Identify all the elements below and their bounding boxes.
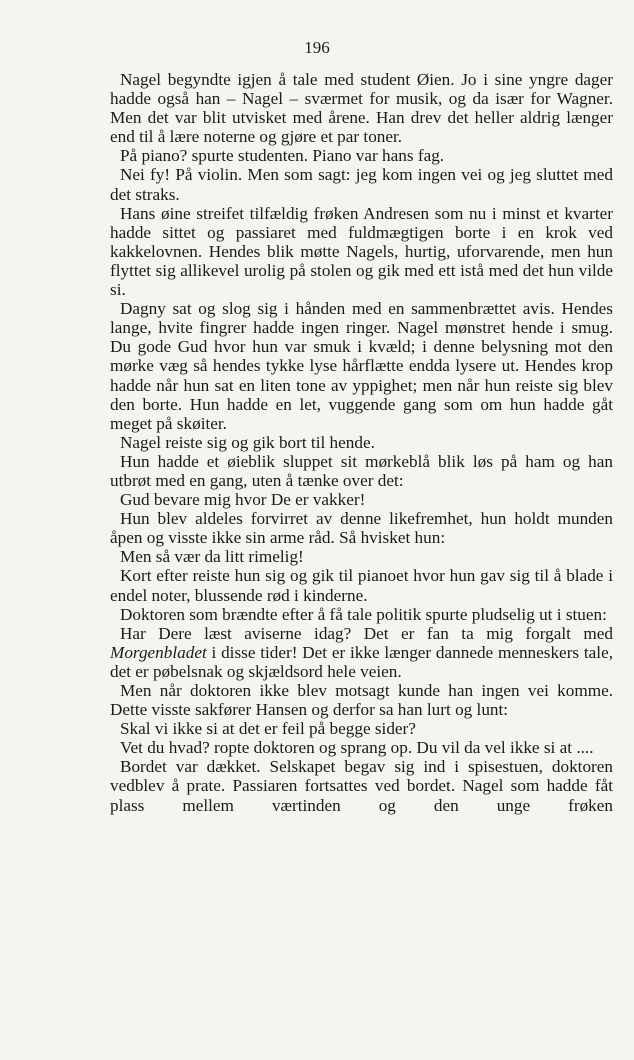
paragraph-4: Hans øine streifet tilfældig frøken Andresen som nu i minst et kvarter hadde sittet og passiaret med fuldmægtigen borte i en krok ved kakkelovnen. Hendes blik møtte Nagels, hurtig, uforvarende, men hun flyttet sig allikevel urolig på stolen og gik med ett istå med det hun vilde si.	[110, 203, 613, 300]
paragraph-9: Hun blev aldeles forvirret av denne likefremhet, hun holdt munden åpen og visste ikke sin arme råd. Så hvisket hun:	[110, 509, 613, 548]
paragraph-6: Nagel reiste sig og gik bort til hende.	[120, 432, 375, 452]
paragraph-5: Dagny sat og slog sig i hånden med en sammenbrættet avis. Hendes lange, hvite fingrer hadde ingen ringer. Nagel mønstret hende i smug. Du gode Gud hvor hun var smuk i kvæld; i denne belysning mot den mørke væg så hendes tykke lyse hårflætte endda lysere ut. Hendes krop hadde når hun sat en liten tone av yppighet; men når hun reiste sig blev den borte. Hun hadde en let, vuggende gang som om hun hadde gåt meget på skøiter.	[110, 299, 613, 433]
body-text	[110, 70, 613, 815]
paragraph-13	[110, 624, 613, 681]
paragraph-12: Doktoren som brændte efter å få tale politik spurte pludselig ut i stuen:	[120, 604, 607, 624]
paragraph-16: Vet du hvad? ropte doktoren og sprang op. Du vil da vel ikke si at ....	[120, 738, 594, 758]
paragraph-3: Nei fy! På violin. Men som sagt: jeg kom ingen vei og jeg sluttet med det straks.	[110, 165, 613, 204]
paragraph-13-after: i disse tider! Det er ikke længer dannede menneskers tale, det er pøbelsnak og skjældsord hele veien.	[110, 642, 613, 681]
paragraph-14: Men når doktoren ikke blev motsagt kunde han ingen vei komme. Dette visste sakfører Hansen og derfor sa han lurt og lunt:	[110, 681, 613, 720]
paragraph-13-before: Har Dere læst aviserne idag? Det er fan ta mig forgalt med	[120, 623, 613, 643]
newspaper-title: Morgenbladet	[110, 642, 207, 662]
paragraph-17: Bordet var dækket. Selskapet begav sig ind i spisestuen, doktoren vedblev å prate. Passiaren fortsattes ved bordet. Nagel som hadde fåt plass mellem værtinden og den unge frøken	[110, 757, 613, 815]
paragraph-10: Men så vær da litt rimelig!	[120, 547, 304, 567]
paragraph-8: Gud bevare mig hvor De er vakker!	[120, 490, 366, 510]
paragraph-2: På piano? spurte studenten. Piano var hans fag.	[120, 146, 445, 166]
paragraph-7: Hun hadde et øieblik sluppet sit mørkeblå blik løs på ham og han utbrøt med en gang, uten å tænke over det:	[110, 451, 613, 490]
paragraph-15: Skal vi ikke si at det er feil på begge sider?	[120, 719, 416, 739]
paragraph-1: Nagel begyndte igjen å tale med student Øien. Jo i sine yngre dager hadde også han – Nagel – sværmet for musik, og da især for Wagner. Men det var blit utvisket med årene. Han drev det heller aldrig længer end til å lære noterne og gjøre et par toner.	[110, 70, 613, 147]
page-number: 196	[304, 38, 330, 57]
paragraph-11: Kort efter reiste hun sig og gik til pianoet hvor hun gav sig til å blade i endel noter, blussende rød i kinderne.	[110, 566, 613, 605]
